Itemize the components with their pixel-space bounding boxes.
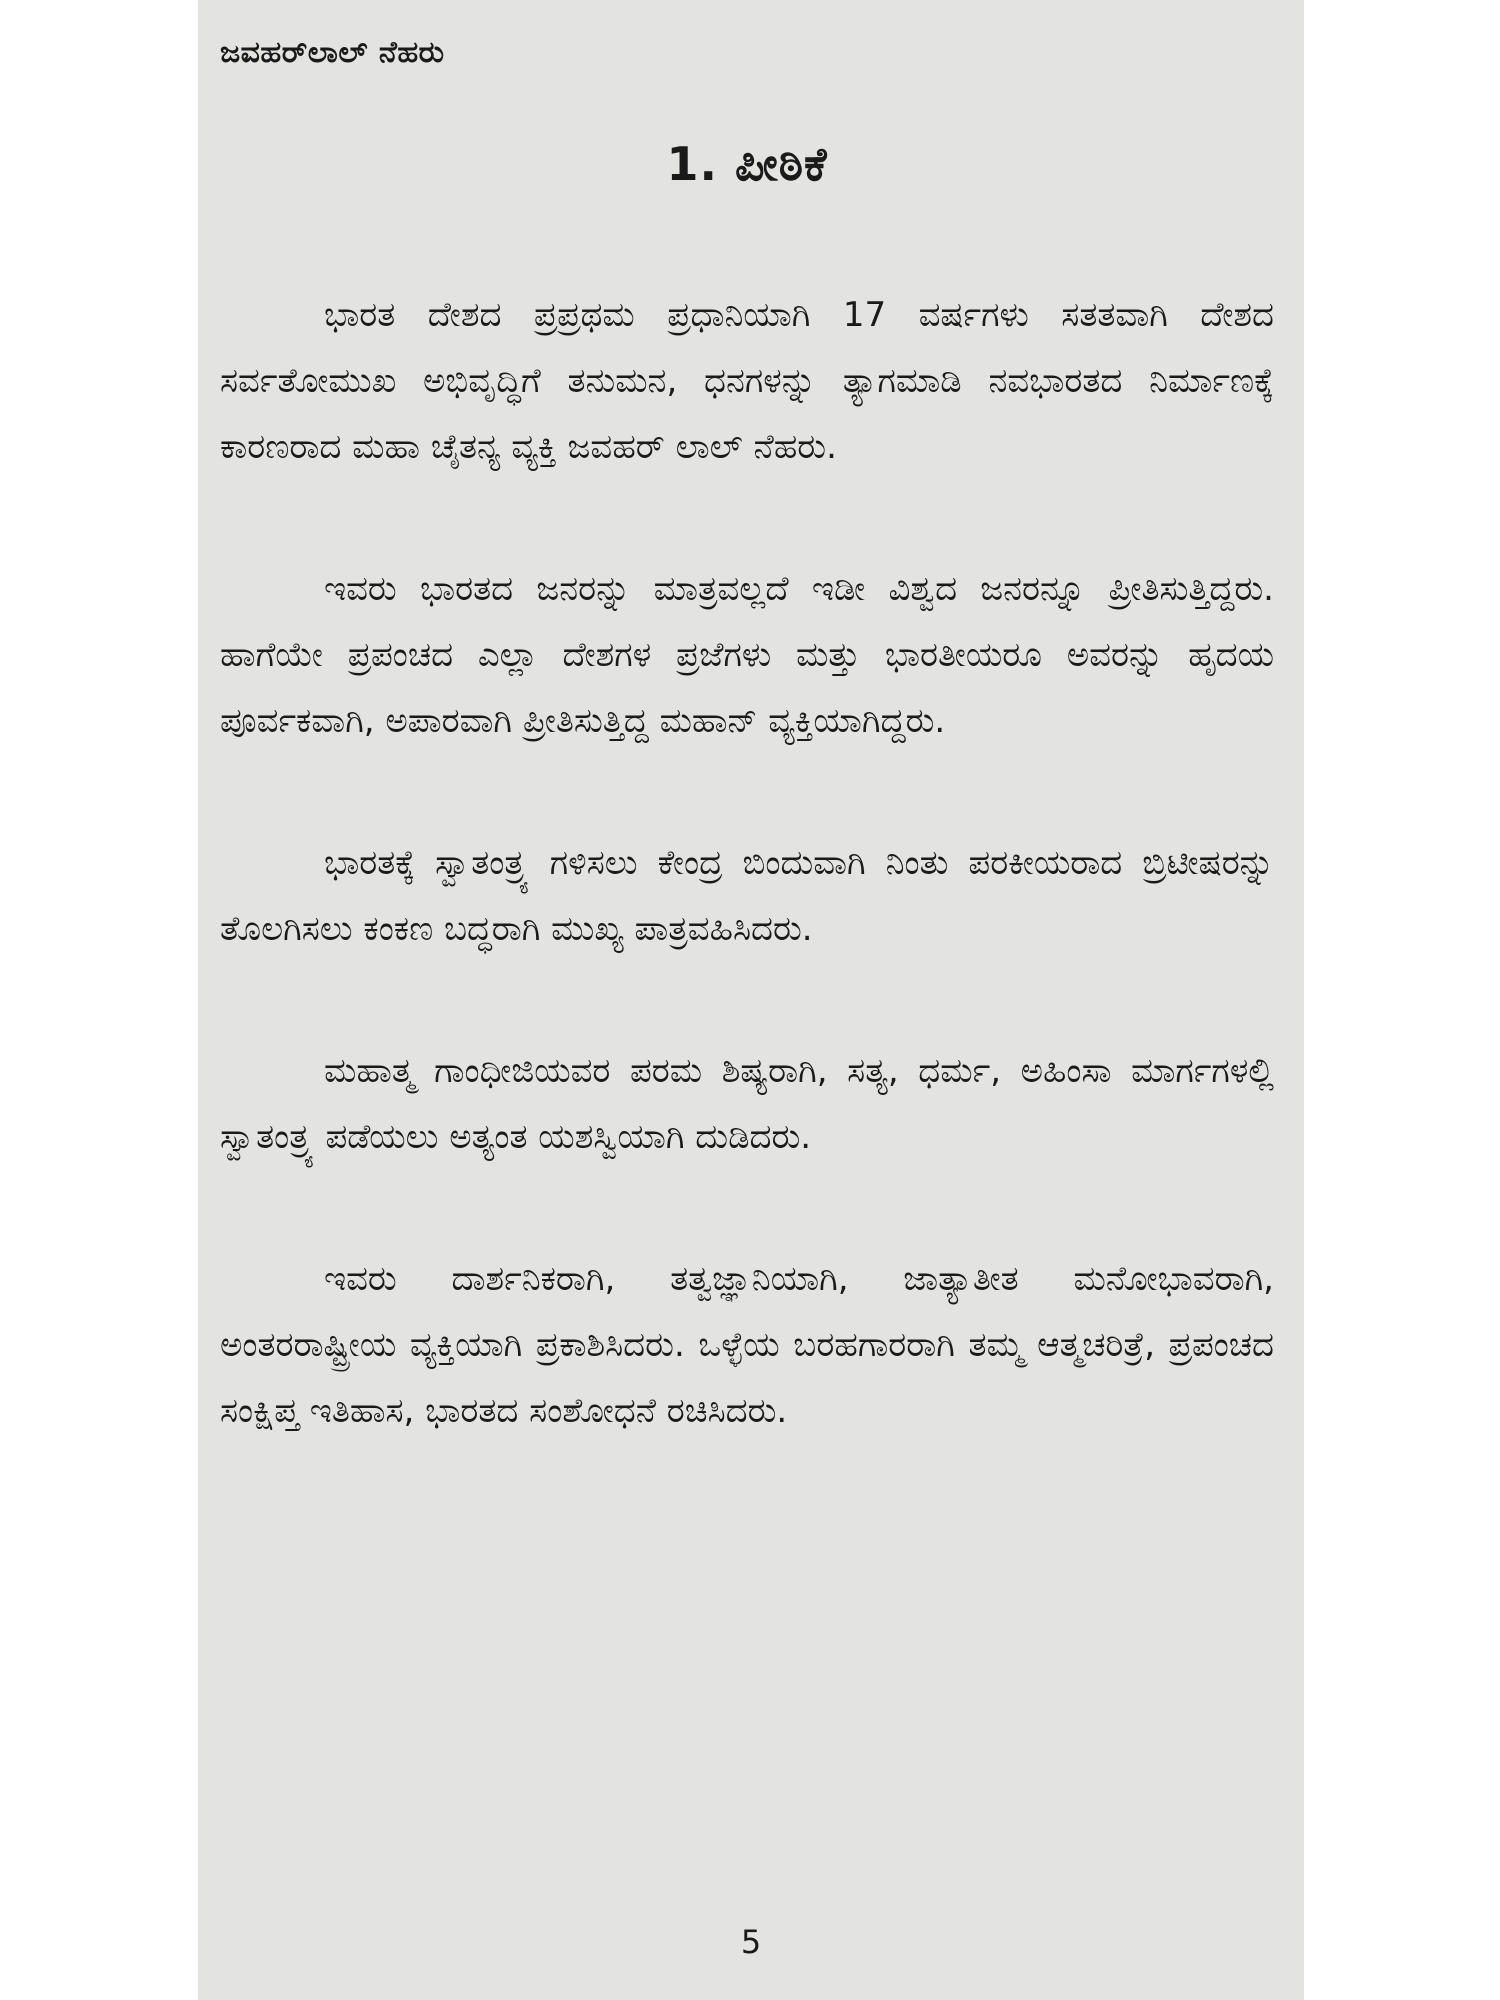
- book-page: [198, 0, 1304, 2000]
- paragraph-1: ಭಾರತ ದೇಶದ ಪ್ರಪ್ರಥಮ ಪ್ರಧಾನಿಯಾಗಿ 17 ವರ್ಷಗಳು ಸತತವಾಗಿ ದೇಶದ ಸರ್ವತೋಮುಖ ಅಭಿವೃದ್ಧಿಗೆ ತನುಮನ, ಧನಗಳನ್ನು ತ್ಯಾಗಮಾಡಿ ನವಭಾರತದ ನಿರ್ಮಾಣಕ್ಕೆ ಕಾರಣರಾದ ಮಹಾ ಚೈತನ್ಯ ವ್ಯಕ್ತಿ ಜವಹರ್ ಲಾಲ್ ನೆಹರು.: [220, 295, 1274, 467]
- body-text: [220, 282, 1274, 1444]
- chapter-title: 1. ಪೀಠಿಕೆ: [666, 137, 828, 191]
- paragraph-3: ಭಾರತಕ್ಕೆ ಸ್ವಾತಂತ್ರ್ಯ ಗಳಿಸಲು ಕೇಂದ್ರ ಬಿಂದುವಾಗಿ ನಿಂತು ಪರಕೀಯರಾದ ಬ್ರಿಟೀಷರನ್ನು ತೊಲಗಿಸಲು ಕಂಕಣ ಬದ್ಧರಾಗಿ ಮುಖ್ಯ ಪಾತ್ರವಹಿಸಿದರು.: [220, 843, 1274, 949]
- page-number: 5: [740, 1923, 762, 1961]
- running-head: ಜವಹರ್‌ಲಾಲ್ ನೆಹರು: [220, 35, 445, 70]
- paragraph-5: ಇವರು ದಾರ್ಶನಿಕರಾಗಿ, ತತ್ವಜ್ಞಾನಿಯಾಗಿ, ಜಾತ್ಯಾತೀತ ಮನೋಭಾವರಾಗಿ, ಅಂತರರಾಷ್ಟ್ರೀಯ ವ್ಯಕ್ತಿಯಾಗಿ ಪ್ರಕಾಶಿಸಿದರು. ಒಳ್ಳೆಯ ಬರಹಗಾರರಾಗಿ ತಮ್ಮ ಆತ್ಮಚರಿತ್ರೆ, ಪ್ರಪಂಚದ ಸಂಕ್ಷಿಪ್ತ ಇತಿಹಾಸ, ಭಾರತದ ಸಂಶೋಧನೆ ರಚಿಸಿದರು.: [220, 1259, 1274, 1431]
- paragraph-2: ಇವರು ಭಾರತದ ಜನರನ್ನು ಮಾತ್ರವಲ್ಲದೆ ಇಡೀ ವಿಶ್ವದ ಜನರನ್ನೂ ಪ್ರೀತಿಸುತ್ತಿದ್ದರು. ಹಾಗೆಯೇ ಪ್ರಪಂಚದ ಎಲ್ಲಾ ದೇಶಗಳ ಪ್ರಜೆಗಳು ಮತ್ತು ಭಾರತೀಯರೂ ಅವರನ್ನು ಹೃದಯ ಪೂರ್ವಕವಾಗಿ, ಅಪಾರವಾಗಿ ಪ್ರೀತಿಸುತ್ತಿದ್ದ ಮಹಾನ್ ವ್ಯಕ್ತಿಯಾಗಿದ್ದರು.: [220, 569, 1274, 741]
- paragraph-4: ಮಹಾತ್ಮ ಗಾಂಧೀಜಿಯವರ ಪರಮ ಶಿಷ್ಯರಾಗಿ, ಸತ್ಯ, ಧರ್ಮ, ಅಹಿಂಸಾ ಮಾರ್ಗಗಳಲ್ಲಿ ಸ್ವಾತಂತ್ರ್ಯ ಪಡೆಯಲು ಅತ್ಯಂತ ಯಶಸ್ವಿಯಾಗಿ ದುಡಿದರು.: [220, 1051, 1274, 1157]
